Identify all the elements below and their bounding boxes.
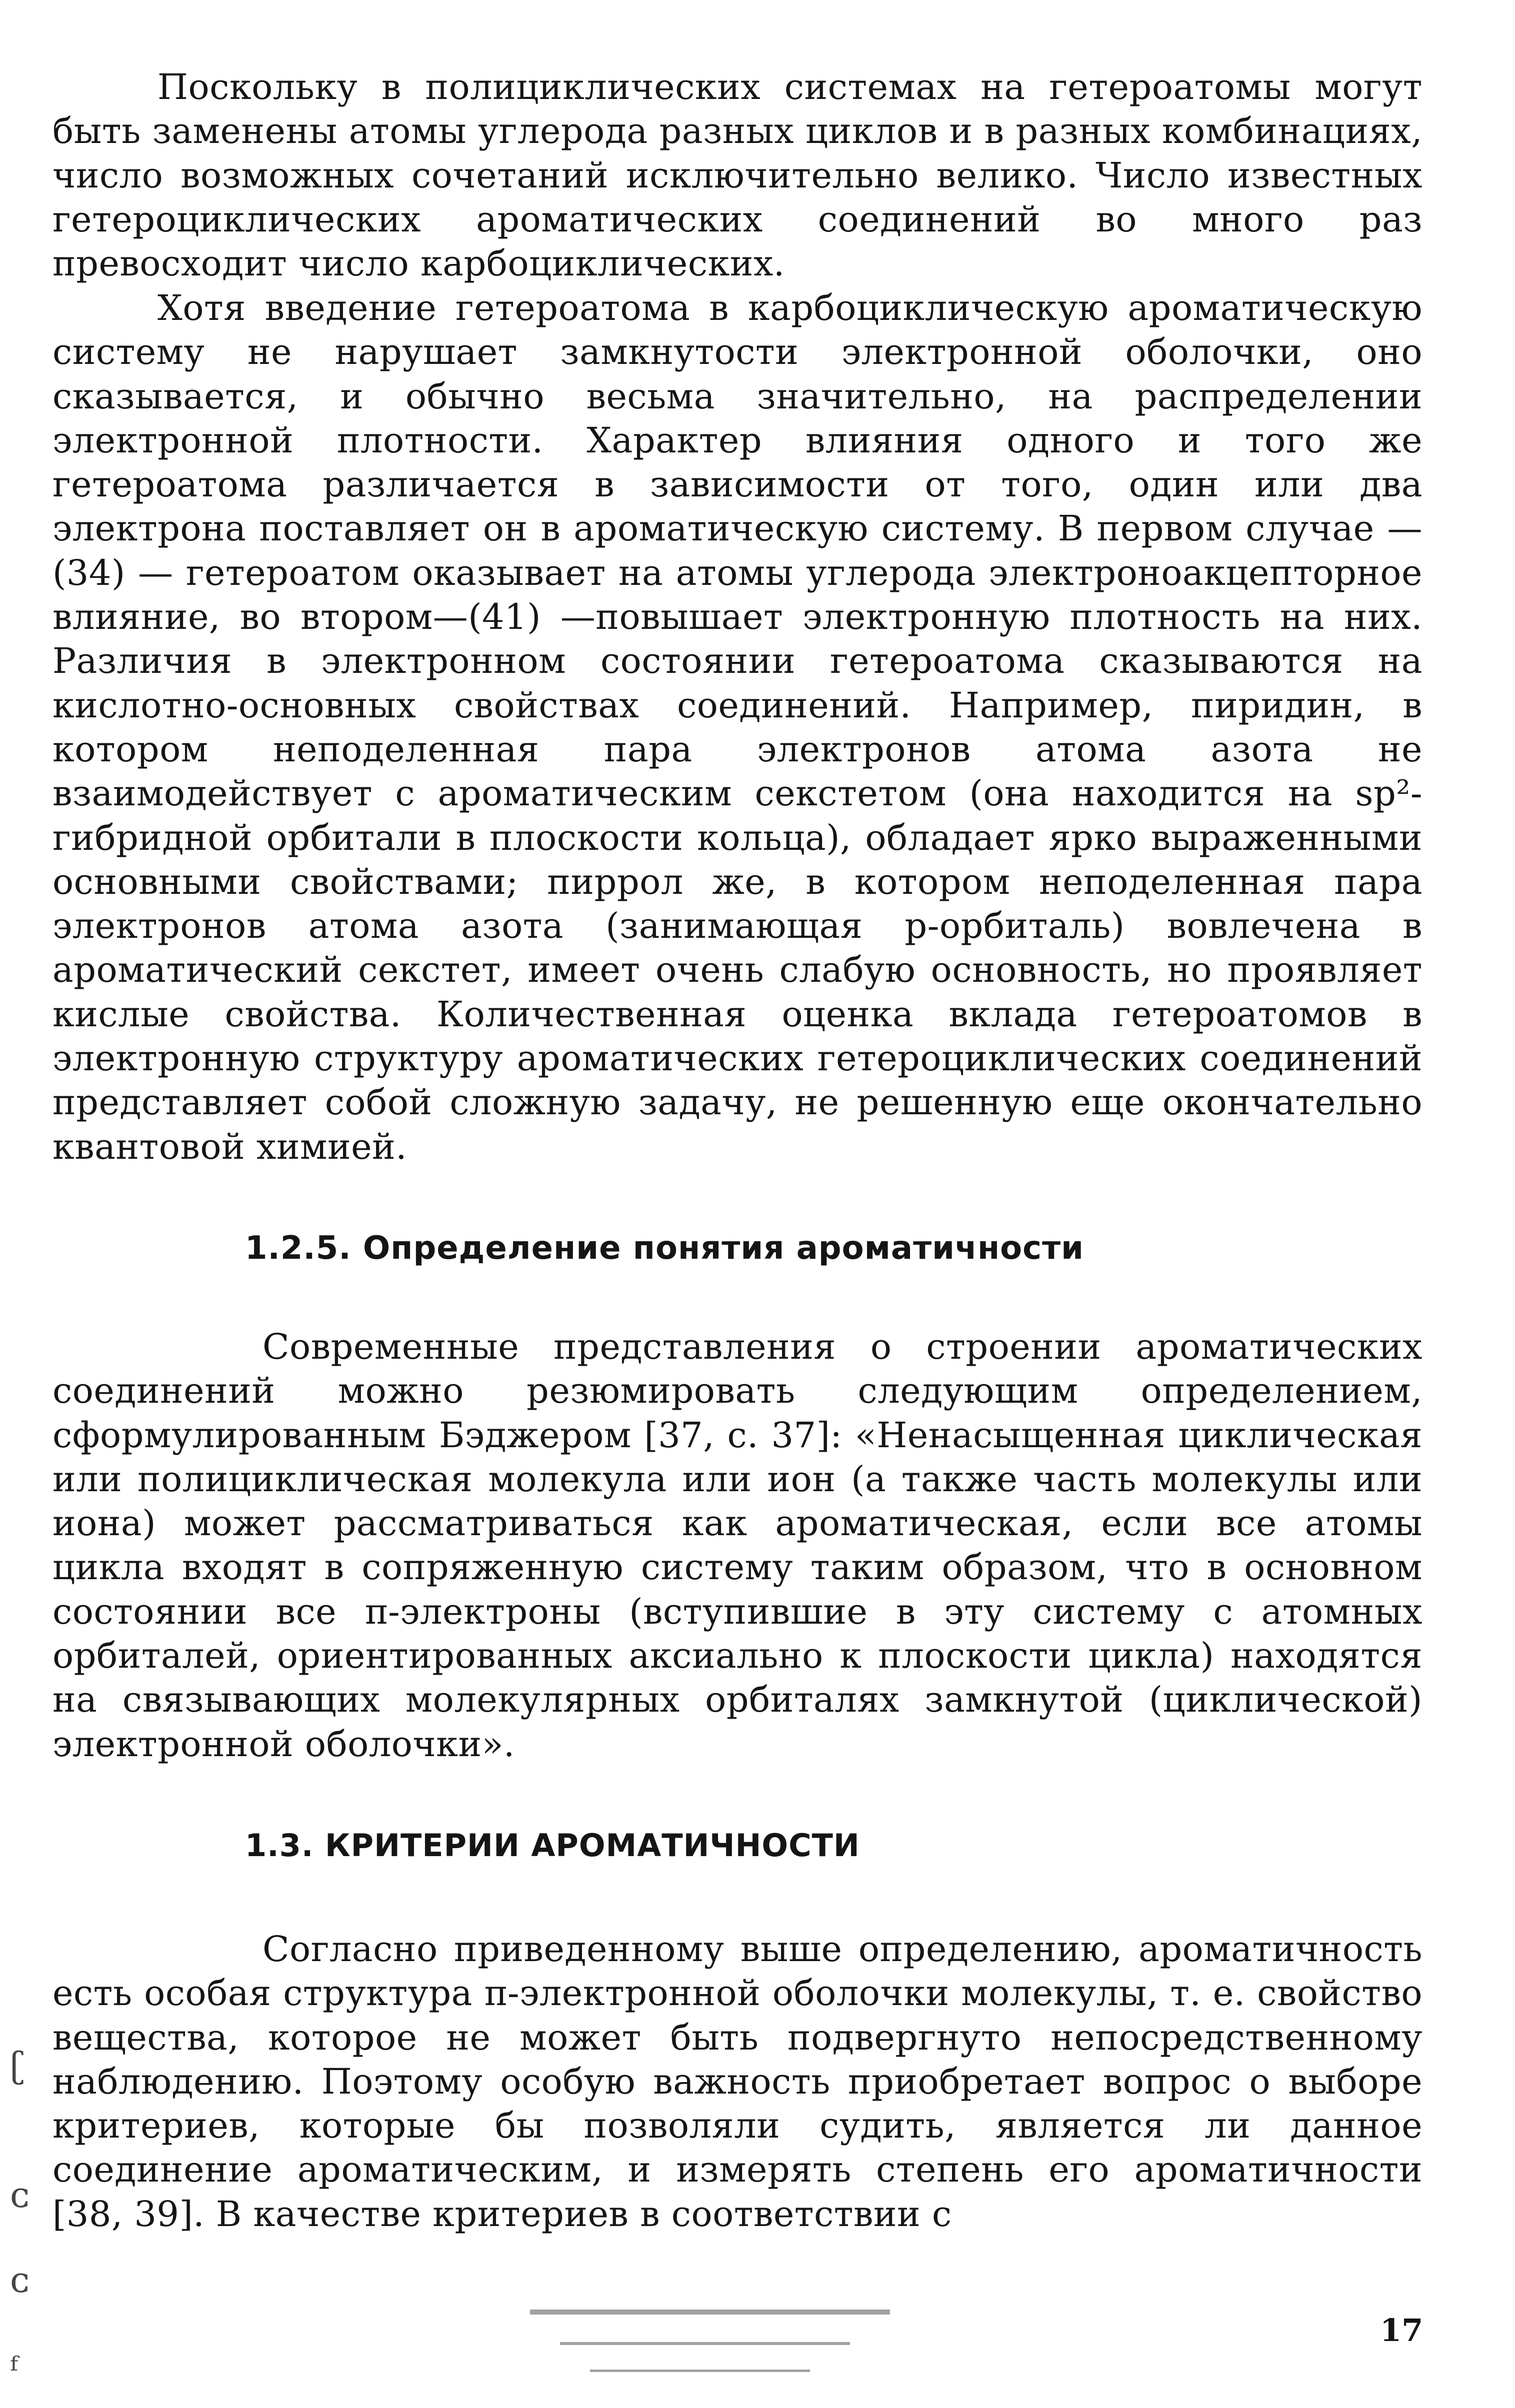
section-heading-1-2-5: 1.2.5. Определение понятия ароматичности: [245, 1230, 1084, 1267]
margin-mark: ᶠ: [10, 2350, 18, 2391]
paragraph-4: Согласно приведенному выше определению, ароматичность есть особая структура π-электронной оболочки молекулы, т. е. свойство вещества, которое не может быть подвергнуто непосредственному наблюдению. Поэтому особую важность приобретает вопрос о выборе критериев, которые бы позволяли судить, является ли данное соединение ароматическим, и измерять степень его ароматичности [38, 39]. В качестве критериев в соответствии с: [52, 1929, 1422, 2235]
section-heading-1-3: 1.3. КРИТЕРИИ АРОМАТИЧНОСТИ: [245, 1827, 860, 1864]
margin-mark: ʗ: [10, 2045, 25, 2086]
page-number: 17: [1380, 2312, 1424, 2349]
stamp-line: [560, 2342, 850, 2345]
stamp-line: [590, 2370, 810, 2372]
margin-mark: ᴄ: [10, 2260, 30, 2301]
margin-mark: ᴄ: [10, 2175, 30, 2216]
paragraph-2: Хотя введение гетероатома в карбоциклическую ароматическую систему не нарушает замкнутости электронной оболочки, оно сказывается, и обычно весьма значительно, на распределении электронной плотности. Характер влияния одного и того же гетероатома различается в зависимости от того, один или два электрона поставляет он в ароматическую систему. В первом случае — (34) — гетероатом оказывает на атомы углерода электроноакцепторное влияние, во втором—(41) —повышает электронную плотность на них. Различия в электронном состоянии гетероатома сказываются на кислотно-основных свойствах соединений. Например, пиридин, в котором неподеленная пара электронов атома азота не взаимодействует с ароматическим секстетом (она находится на sp²-гибридной орбитали в плоскости кольца), обладает ярко выраженными основными свойствами; пиррол же, в котором неподеленная пара электронов атома азота (занимающая p-орбиталь) вовлечена в ароматический секстет, имеет очень слабую основность, но проявляет кислые свойства. Количественная оценка вклада гетероатомов в электронную структуру ароматических гетероциклических соединений представляет собой сложную задачу, не решенную еще окончательно квантовой химией.: [52, 287, 1422, 1167]
library-stamp: [530, 2295, 890, 2390]
paragraph-1: Поскольку в полициклических системах на гетероатомы могут быть заменены атомы углерода разных циклов и в разных комбинациях, число возможных сочетаний исключительно велико. Число известных гетероциклических ароматических соединений во много раз превосходит число карбоциклических.: [52, 66, 1422, 284]
stamp-line: [530, 2310, 890, 2315]
paragraph-3: Современные представления о строении ароматических соединений можно резюмировать следующим определением, сформулированным Бэджером [37, с. 37]: «Ненасыщенная циклическая или полициклическая молекула или ион (а также часть молекулы или иона) может рассматриваться как ароматическая, если все атомы цикла входят в сопряженную систему таким образом, что в основном состоянии все π-электроны (вступившие в эту систему с атомных орбиталей, ориентированных аксиально к плоскости цикла) находятся на связывающих молекулярных орбиталях замкнутой (циклической) электронной оболочки».: [52, 1326, 1422, 1765]
